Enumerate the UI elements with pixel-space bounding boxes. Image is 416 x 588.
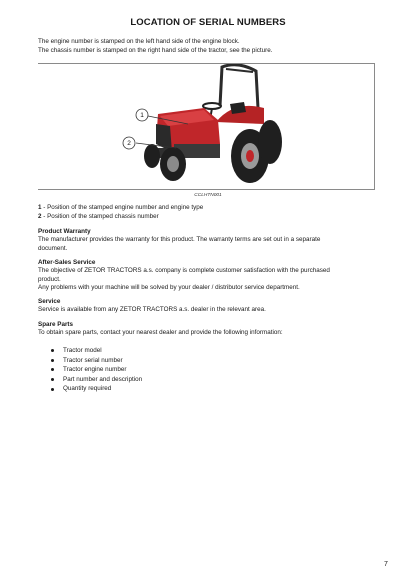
section-service [38,298,374,315]
tractor-figure [38,63,375,190]
intro-line: The chassis number is stamped on the right hand side of the tractor, see the picture. [38,46,273,54]
tractor-illustration [38,64,374,189]
legend-number: 1 [38,204,42,211]
section-line: To obtain spare parts, contact your nearest dealer and provide the following information: [38,329,283,337]
figure-code: CCLHTN001 [194,193,222,198]
bullet-icon [51,378,54,381]
list-item-text: Part number and description [63,375,143,383]
bullet-icon [51,368,54,371]
section-line: Any problems with your machine will be solved by your dealer / distributor service department. [38,284,300,292]
section-line: document. [38,244,68,252]
list-item [38,365,142,375]
legend-text: - Position of the stamped engine number and engine type [41,204,204,211]
section-spare-parts [38,321,374,338]
section-heading: Product Warranty [38,228,91,235]
legend-item [38,204,203,213]
list-item [38,375,142,385]
list-item-text: Tractor engine number [63,366,127,374]
list-item [38,356,142,366]
legend-item [38,213,203,222]
page-number: 7 [384,561,388,568]
bullet-icon [51,388,54,391]
intro-text [38,38,378,55]
section-heading: Service [38,298,61,305]
rear-left-tyre [258,120,282,164]
section-line: The manufacturer provides the warranty for this product. The warranty terms are set out in a separate [38,236,321,244]
seat [230,102,246,114]
callout-legend [38,204,203,221]
section-line: The objective of ZETOR TRACTORS a.s. company is complete customer satisfaction with the purchased [38,267,330,275]
callout-number-2: 2 [127,140,131,148]
callout-number-1: 1 [140,112,144,120]
bullet-icon [51,359,54,362]
list-item-text: Tractor serial number [63,356,123,364]
section-heading: Spare Parts [38,321,74,328]
rear-hub [246,150,254,162]
list-item-text: Quantity required [63,385,112,393]
list-item-text: Tractor model [63,347,102,354]
intro-line: The engine number is stamped on the left hand side of the engine block. [38,38,240,45]
list-item [38,384,142,394]
section-heading: After-Sales Service [38,259,96,266]
section-line: product. [38,275,61,283]
list-item [38,346,142,356]
front-left-tyre [144,144,160,168]
section-warranty [38,228,374,253]
legend-text: - Position of the stamped chassis number [41,212,159,220]
rops-crossbar [226,69,253,72]
front-right-rim [167,156,179,172]
spare-parts-list [38,346,142,394]
section-after-sales [38,259,374,293]
legend-number: 2 [38,212,42,220]
bullet-icon [51,349,54,352]
section-line: Service is available from any ZETOR TRACTORS a.s. dealer in the relevant area. [38,306,266,314]
page-title: LOCATION OF SERIAL NUMBERS [130,17,286,28]
